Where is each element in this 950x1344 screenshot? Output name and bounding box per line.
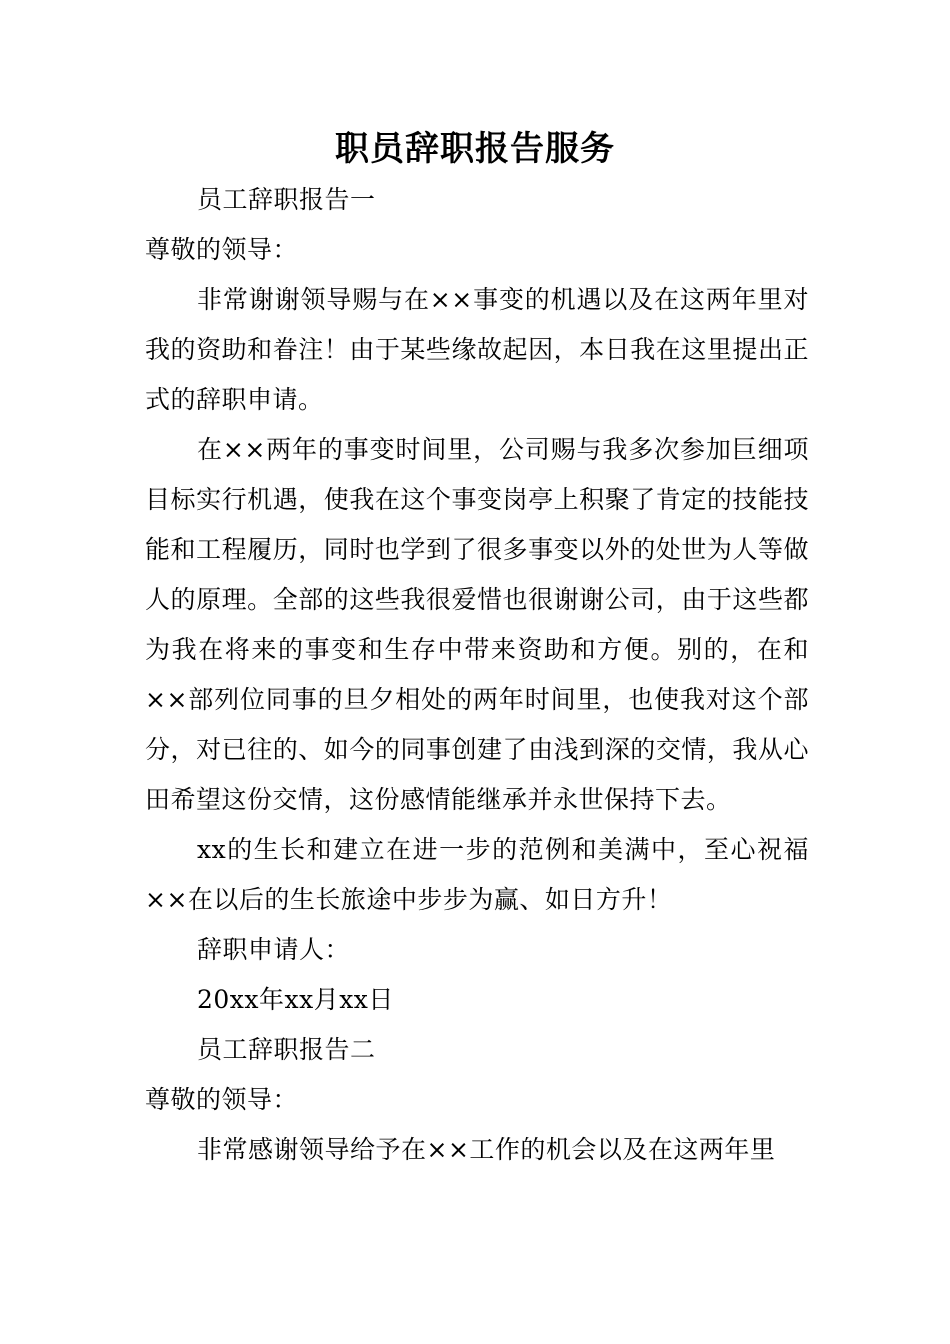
section-heading-1: 员工辞职报告一	[197, 185, 376, 214]
signature-label: 辞职申请人：	[197, 935, 351, 964]
body-paragraph-3: xx的生长和建立在进一步的范例和美满中，至心祝福××在以后的生长旅途中步步为赢、如日方升！	[145, 835, 809, 914]
body-paragraph-4: 非常感谢领导给予在××工作的机会以及在这两年里	[197, 1135, 776, 1164]
salutation-2: 尊敬的领导：	[145, 1085, 299, 1114]
body-paragraph-2: 在××两年的事变时间里，公司赐与我多次参加巨细项目标实行机遇，使我在这个事变岗亭上积聚了肯定的技能技能和工程履历，同时也学到了很多事变以外的处世为人等做人的原理。全部的这些我很爱惜也很谢谢公司，由于这些都为我在将来的事变和生存中带来资助和方便。别的，在和××部列位同事的旦夕相处的两年时间里，也使我对这个部分，对已往的、如今的同事创建了由浅到深的交情，我从心田希望这份交情，这份感情能继承并永世保持下去。	[145, 435, 809, 814]
salutation-1: 尊敬的领导：	[145, 235, 299, 264]
signature-date: 20xx年xx月xx日	[197, 985, 394, 1014]
document-body	[145, 175, 809, 1175]
section-heading-2: 员工辞职报告二	[197, 1035, 376, 1064]
body-paragraph-1: 非常谢谢领导赐与在××事变的机遇以及在这两年里对我的资助和眷注！由于某些缘故起因，本日我在这里提出正式的辞职申请。	[145, 285, 809, 414]
document-title: 职员辞职报告服务	[335, 129, 615, 169]
